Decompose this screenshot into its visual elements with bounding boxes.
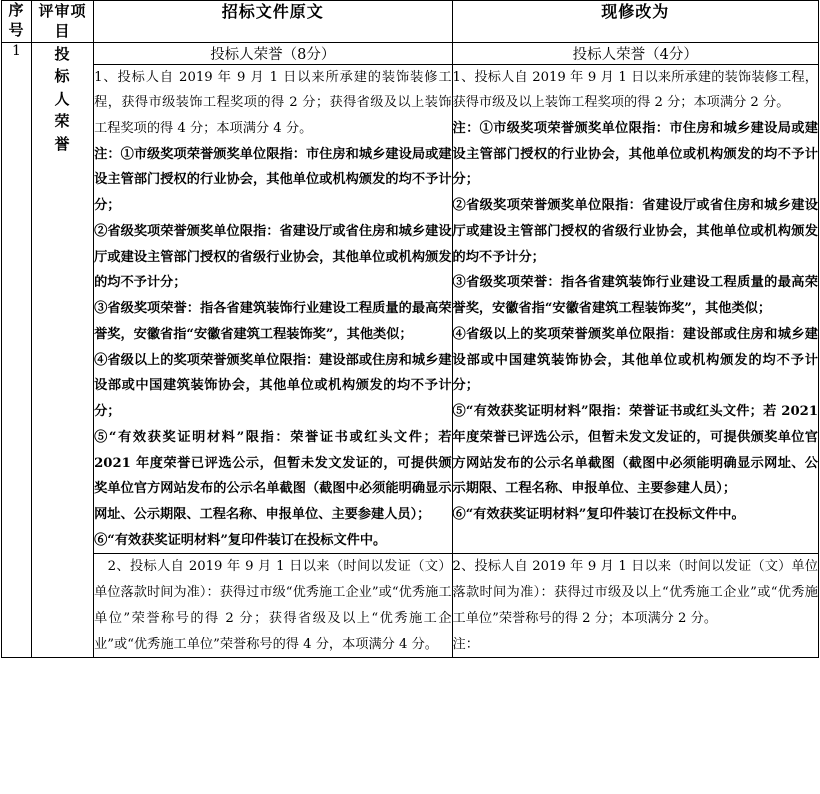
- subheader-revised: 投标人荣誉（4分）: [452, 42, 818, 64]
- paragraph: ③省级奖项荣誉：指各省建筑装饰行业建设工程质量的最高荣誉奖，安徽省指“安徽省建筑工程装饰奖”，其他类似；: [94, 301, 452, 342]
- paragraph: ③省级奖项荣誉：指各省建筑装饰行业建设工程质量的最高荣誉奖，安徽省指“安徽省建筑工程装饰奖”，其他类似；: [452, 275, 818, 317]
- paragraph: ④省级以上的奖项荣誉颁奖单位限指：建设部或住房和城乡建设部或中国建筑装饰协会，其他单位或机构颁发的均不予计分；: [452, 326, 818, 394]
- paragraph: 注：①市级奖项荣誉颁奖单位限指：市住房和城乡建设局或建设主管部门授权的行业协会，其他单位或机构颁发的均不予计分；: [94, 146, 452, 214]
- paragraph: 1、投标人自 2019 年 9 月 1 日以来所承建的装饰装修工程，获得市级及以上装饰工程奖项的得 2 分；本项满分 2 分。: [452, 69, 818, 111]
- paragraph: 2、投标人自 2019 年 9 月 1 日以来（时间以发证（文）单位落款时间为准）：获得过市级“优秀施工企业”或“优秀施工单位”荣誉称号的得 2 分；获得省级及以上“优秀施工企业”或“优秀施工单位”荣誉称号的得 4 分，本项满分 4 分。: [94, 559, 452, 652]
- table-header-row: [2, 1, 819, 43]
- revised-content-1: [452, 64, 818, 554]
- header-revised: 现修改为: [452, 1, 818, 43]
- table-subheader-row: [2, 42, 819, 64]
- comparison-table: [1, 0, 819, 658]
- paragraph: ②省级奖项荣誉颁奖单位限指：省建设厅或省住房和城乡建设厅或建设主管部门授权的省级行业协会，其他单位或机构颁发的均不予计分；: [94, 223, 452, 291]
- table-row: [2, 554, 819, 658]
- revised-content-2: [452, 554, 818, 658]
- paragraph: ⑤“有效获奖证明材料”限指：荣誉证书或红头文件；若 2021 年度荣誉已评选公示，但暂未发文发证的，可提供颁奖单位官方网站发布的公示名单截图（截图中必须能明确显示网址、公示期限、工程名称、申报单位、主要参建人员）；: [94, 429, 452, 522]
- paragraph: ⑥“有效获奖证明材料”复印件装订在投标文件中。: [452, 506, 745, 522]
- paragraph: 注：: [452, 636, 479, 652]
- row-number: 1: [2, 42, 32, 658]
- document-page: [1, 0, 819, 658]
- paragraph: ②省级奖项荣誉颁奖单位限指：省建设厅或省住房和城乡建设厅或建设主管部门授权的省级行业协会，其他单位或机构颁发的均不予计分；: [452, 198, 818, 265]
- row-item-name: [32, 42, 94, 658]
- header-item: 评审项目: [32, 1, 94, 43]
- paragraph: ⑥“有效获奖证明材料”复印件装订在投标文件中。: [94, 532, 387, 548]
- paragraph: 2、投标人自 2019 年 9 月 1 日以来（时间以发证（文）单位落款时间为准）：获得过市级及以上“优秀施工企业”或“优秀施工单位”荣誉称号的得 2 分；本项满分 2 分。: [452, 559, 818, 626]
- paragraph: ⑤“有效获奖证明材料”限指：荣誉证书或红头文件；若 2021 年度荣誉已评选公示，但暂未发文发证的，可提供颁奖单位官方网站发布的公示名单截图（截图中必须能明确显示网址、公示期限、工程名称、申报单位、主要参建人员）；: [452, 404, 818, 497]
- paragraph: 注：①市级奖项荣誉颁奖单位限指：市住房和城乡建设局或建设主管部门授权的行业协会，其他单位或机构颁发的均不予计分；: [452, 120, 818, 188]
- header-original: 招标文件原文: [94, 1, 452, 43]
- paragraph: ④省级以上的奖项荣誉颁奖单位限指：建设部或住房和城乡建设部或中国建筑装饰协会，其他单位或机构颁发的均不予计分；: [94, 352, 452, 420]
- original-content-1: [94, 64, 452, 554]
- table-row: [2, 64, 819, 554]
- paragraph: 1、投标人自 2019 年 9 月 1 日以来所承建的装饰装修工程，获得市级装饰工程奖项的得 2 分；获得省级及以上装饰工程奖项的得 4 分；本项满分 4 分。: [94, 69, 452, 136]
- header-no: 序号: [2, 1, 32, 43]
- subheader-original: 投标人荣誉（8分）: [94, 42, 452, 64]
- row-item-label: 投标人荣誉: [54, 44, 71, 153]
- original-content-2: [94, 554, 452, 658]
